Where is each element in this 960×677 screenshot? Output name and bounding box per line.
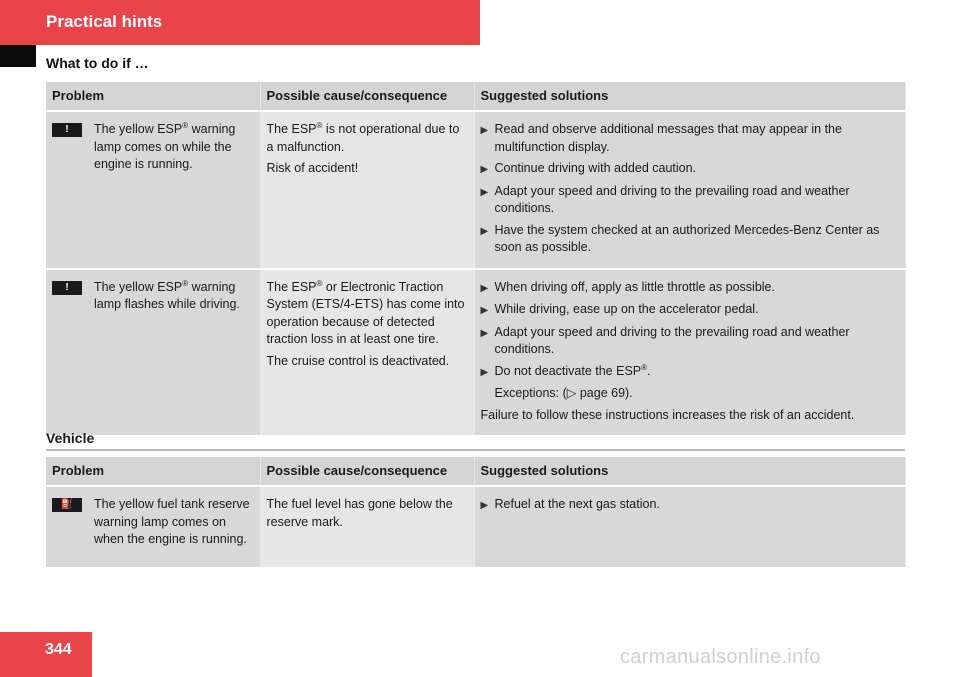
- list-item: ▶ Adapt your speed and driving to the prevailing road and weather conditions.: [481, 183, 899, 218]
- list-item: ▶ Continue driving with added caution.: [481, 160, 899, 179]
- arrow-icon: ▶: [480, 327, 489, 339]
- arrow-icon: ▶: [480, 225, 489, 237]
- arrow-icon: ▶: [480, 164, 489, 175]
- column-header-problem: Problem: [46, 82, 260, 111]
- watermark: carmanualsonline.info: [620, 646, 821, 668]
- cause-consequence-text: The cruise control is deactivated.: [266, 353, 450, 368]
- arrow-icon: ▶: [480, 282, 489, 294]
- exceptions-note: Exceptions: (▷ page 69).: [494, 386, 633, 400]
- table-row: [46, 269, 905, 437]
- solutions-cell: [474, 269, 905, 437]
- cause-cell: [260, 486, 474, 568]
- solutions-cell: [474, 111, 905, 269]
- cause-text: The fuel level has gone below the reserve mark.: [266, 497, 453, 529]
- table-header-row: [46, 457, 905, 486]
- arrow-icon: ▶: [480, 500, 489, 511]
- header-corner-block: [0, 45, 36, 67]
- page-number: 344: [45, 641, 72, 658]
- cause-warning-text: Risk of accident!: [266, 161, 359, 175]
- list-item: ▶ While driving, ease up on the accelerator pedal.: [481, 301, 899, 320]
- column-header-solutions: Suggested solutions: [474, 457, 905, 486]
- failure-warning-note: Failure to follow these instructions increases the risk of an accident.: [480, 407, 855, 422]
- esp-warning-icon: !: [52, 123, 82, 137]
- list-item: ▶ Read and observe additional messages that may appear in the multifunction display.: [481, 121, 899, 156]
- arrow-icon: ▶: [480, 366, 489, 378]
- page-header-title: Practical hints: [46, 12, 163, 31]
- section-title-vehicle: Vehicle: [46, 430, 905, 451]
- column-header-problem: Problem: [46, 457, 260, 486]
- problem-text: The yellow fuel tank reserve warning lamp comes on when the engine is running.: [94, 497, 250, 546]
- list-item: ▶ Have the system checked at an authorized Mercedes-Benz Center as soon as possible.: [481, 222, 899, 257]
- problem-text: The yellow ESP® warning lamp comes on while the engine is running.: [94, 120, 236, 171]
- list-item: ▶ Adapt your speed and driving to the prevailing road and weather conditions.: [481, 324, 899, 359]
- solutions-cell: [474, 486, 905, 568]
- cause-cell: [260, 269, 474, 437]
- table-header-row: [46, 82, 905, 111]
- table-row: [46, 111, 905, 269]
- column-header-cause: Possible cause/consequence: [260, 457, 474, 486]
- arrow-icon: ▶: [480, 125, 489, 136]
- fuel-pump-icon: ⛽: [52, 498, 82, 512]
- arrow-icon: ▶: [480, 186, 489, 198]
- list-item: ▶ When driving off, apply as little throttle as possible.: [481, 279, 899, 298]
- section-subtitle: What to do if …: [46, 55, 149, 71]
- problem-cell: [46, 111, 260, 269]
- table-row: [46, 486, 905, 568]
- cause-cell: [260, 111, 474, 269]
- problem-cell: [46, 486, 260, 568]
- column-header-solutions: Suggested solutions: [474, 82, 905, 111]
- problem-cell: [46, 269, 260, 437]
- troubleshooting-table-esp: [46, 82, 906, 437]
- problem-text: The yellow ESP® warning lamp flashes while driving.: [94, 278, 240, 311]
- list-item: ▶ Do not deactivate the ESP®.: [481, 363, 899, 382]
- cause-text: The ESP® or Electronic Traction System (ETS/4-ETS) has come into operation because of detected traction loss in at least one tire.: [266, 278, 465, 346]
- column-header-cause: Possible cause/consequence: [260, 82, 474, 111]
- arrow-icon: ▶: [480, 305, 489, 316]
- troubleshooting-table-vehicle: [46, 457, 906, 569]
- esp-warning-icon: !: [52, 281, 82, 295]
- list-item: ▶ Refuel at the next gas station.: [481, 496, 899, 515]
- cause-text: The ESP® is not operational due to a malfunction.: [266, 120, 460, 154]
